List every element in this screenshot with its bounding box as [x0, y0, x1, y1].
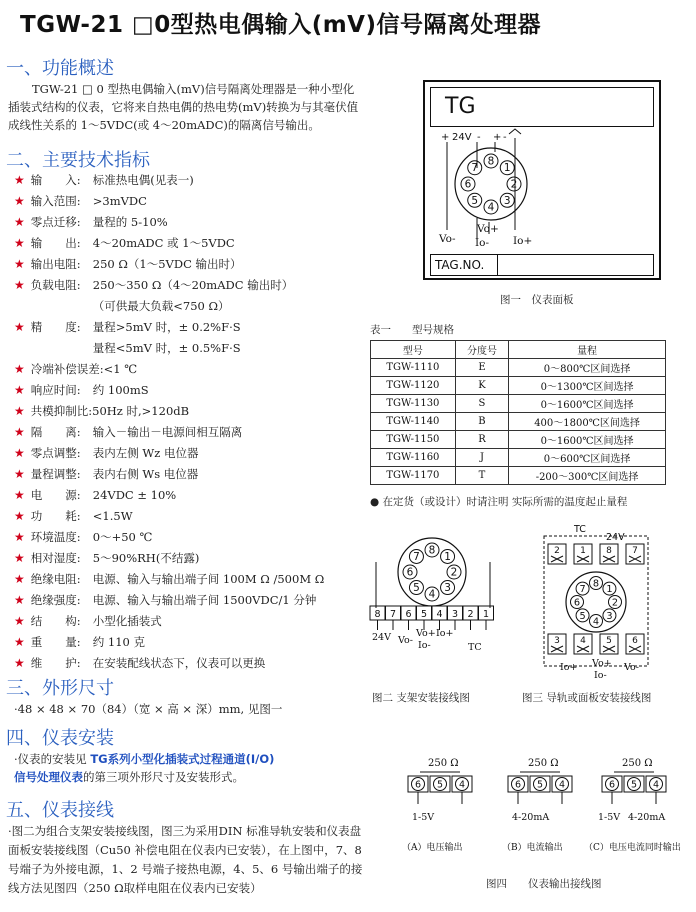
- table-row: [371, 449, 666, 467]
- pin-label: 6: [464, 178, 472, 191]
- fig3-tc: TC: [574, 524, 586, 535]
- spec-value: <1 ℃: [103, 362, 138, 376]
- terminal-label: 5: [536, 779, 544, 791]
- spec-row: [14, 193, 364, 214]
- spec-row: [14, 550, 364, 571]
- spec-row: [14, 382, 364, 403]
- table-row: [371, 359, 666, 377]
- table-cell: 0～800℃区间选择: [509, 359, 666, 377]
- spec-value: >3mVDC: [92, 194, 147, 208]
- spec-label: 重 量:: [30, 635, 81, 649]
- table-cell: B: [455, 413, 508, 431]
- table-cell: -200～300℃区间选择: [509, 467, 666, 485]
- spec-list: [14, 172, 364, 676]
- fig2-vo-minus: Vo-: [398, 635, 413, 646]
- spec-label: 环境温度:: [30, 530, 81, 544]
- section-heading-function: 一、功能概述: [6, 58, 114, 79]
- fig4-leads: [518, 792, 562, 804]
- spec-row: [14, 592, 364, 613]
- terminal-label: 8: [606, 546, 612, 556]
- star-icon: ★: [14, 236, 25, 250]
- fig2-24v: 24V: [372, 632, 391, 643]
- fig2-terminal-strip: [370, 606, 494, 630]
- pin-label: 8: [487, 155, 495, 168]
- spec-label: 结 构:: [30, 614, 81, 628]
- spec-value: 5～90%RH(不结露): [92, 551, 200, 565]
- installation-text: [14, 750, 364, 786]
- terminal-label: 6: [414, 779, 422, 791]
- terminal-label: 5: [420, 609, 428, 620]
- terminal-label: 2: [554, 546, 560, 556]
- table-header: 型号: [371, 341, 456, 359]
- spec-row: [14, 235, 364, 256]
- terminal-label: 3: [554, 636, 560, 646]
- spec-label: 绝缘电阻:: [30, 572, 81, 586]
- spec-label: 负载电阻:: [30, 278, 81, 292]
- figure4-diagram: [398, 756, 688, 856]
- pin-label: 5: [579, 610, 586, 622]
- panel-plus-tc: +: [493, 132, 502, 143]
- fig4-svg: [398, 756, 688, 856]
- pin-label: 5: [471, 194, 479, 207]
- spec-row: [14, 445, 364, 466]
- pin-label: 8: [428, 544, 436, 557]
- spec-value: 250 Ω（1～5VDC 输出时）: [92, 257, 242, 271]
- table-cell: 0～1300℃区间选择: [509, 377, 666, 395]
- star-icon: ★: [14, 488, 25, 502]
- fig3-io-minus: Io-: [594, 670, 607, 681]
- spec-value: （可供最大负载<750 Ω）: [92, 299, 230, 313]
- spec-value: 0～+50 ℃: [92, 530, 153, 544]
- panel-io-minus: Io-: [475, 237, 490, 249]
- table-cell: J: [455, 449, 508, 467]
- pin-label: 3: [606, 610, 613, 622]
- spec-label: 相对湿度:: [30, 551, 81, 565]
- spec-label: 输出电阻:: [30, 257, 81, 271]
- fig3-socket-pins: [571, 577, 622, 628]
- star-icon: ★: [14, 551, 25, 565]
- installation-highlight-2: 信号处理仪表: [14, 770, 83, 784]
- panel-tag-box: [430, 254, 654, 276]
- terminal-label: 5: [436, 779, 444, 791]
- dimensions-text: ·48 × 48 × 70（84）（宽 × 高 × 深）mm, 见图一: [14, 702, 283, 716]
- star-icon: ★: [14, 194, 25, 208]
- table-cell: TGW-1110: [371, 359, 456, 377]
- star-icon: ★: [14, 509, 25, 523]
- terminal-label: 3: [451, 609, 459, 620]
- spec-value: 标准热电偶(见表一): [92, 173, 194, 187]
- fig3-vo-minus: Vo-: [624, 662, 639, 673]
- panel-vo-minus: Vo-: [439, 233, 456, 245]
- terminal-label: 8: [374, 609, 381, 620]
- pin-label: 1: [503, 162, 511, 175]
- terminal-label: 4: [436, 609, 443, 620]
- fig3-top-terminals: [548, 544, 644, 564]
- spec-value: 表内左侧 Wz 电位器: [92, 446, 199, 460]
- table-header-row: [371, 341, 666, 359]
- table-row: [371, 431, 666, 449]
- spec-value: 量程的 5-10%: [92, 215, 168, 229]
- panel-brand: TG: [445, 94, 476, 119]
- section-heading-installation: 四、仪表安装: [6, 728, 114, 749]
- spec-value: 250～350 Ω（4～20mADC 输出时）: [92, 278, 294, 292]
- section-heading-dimensions: 三、外形尺寸: [6, 678, 114, 699]
- pin-label: 4: [592, 616, 600, 628]
- pin-label: 7: [579, 584, 586, 596]
- table-row: [371, 395, 666, 413]
- socket-pins: [461, 154, 521, 214]
- pin-label: 7: [471, 162, 479, 175]
- spec-row: [14, 340, 364, 361]
- table-cell: T: [455, 467, 508, 485]
- star-icon: ★: [14, 173, 25, 187]
- panel-tag-label: TAG.NO.: [435, 258, 485, 272]
- fig3-bottom-terminals: [548, 634, 644, 654]
- table-cell: S: [455, 395, 508, 413]
- table-cell: TGW-1170: [371, 467, 456, 485]
- panel-minus-24v: -: [477, 132, 481, 143]
- fig2-io-plus: Io+: [436, 628, 454, 639]
- table-cell: 0～1600℃区间选择: [509, 431, 666, 449]
- spec-row: [14, 634, 364, 655]
- panel-io-plus: Io+: [513, 235, 533, 247]
- star-icon: ★: [14, 614, 25, 628]
- spec-label: 响应时间:: [30, 383, 81, 397]
- star-icon: ★: [14, 593, 25, 607]
- spec-label: 维 护:: [30, 656, 81, 670]
- spec-row: [14, 466, 364, 487]
- fig3-io-plus: Io+: [560, 662, 578, 673]
- table-cell: TGW-1120: [371, 377, 456, 395]
- spec-label: 输 出:: [30, 236, 81, 250]
- fig4-resistor-label: 250 Ω: [528, 758, 559, 769]
- terminal-label: 6: [608, 779, 616, 791]
- table-cell: 0～600℃区间选择: [509, 449, 666, 467]
- panel-plus-24v: +: [441, 132, 450, 143]
- terminal-label: 4: [580, 636, 586, 646]
- panel-brand-box: [430, 87, 654, 127]
- star-icon: ★: [14, 362, 25, 376]
- star-icon: ★: [14, 446, 25, 460]
- spec-label: 功 耗:: [30, 509, 81, 523]
- star-icon: ★: [14, 257, 25, 271]
- fig4-option-label: （C）电压电流同时输出: [584, 843, 681, 853]
- panel-vo-plus: Vo+: [477, 223, 499, 235]
- spec-row: [14, 361, 364, 382]
- pin-label: 4: [428, 588, 436, 601]
- star-icon: ★: [14, 572, 25, 586]
- spec-row: [14, 571, 364, 592]
- table-cell: 0～1600℃区间选择: [509, 395, 666, 413]
- spec-label: 输 入:: [30, 173, 81, 187]
- fig4-range: 4-20mA: [512, 812, 550, 823]
- pin-label: 4: [487, 201, 495, 214]
- panel-24v-label: 24V: [452, 132, 472, 143]
- pin-label: 5: [413, 582, 420, 595]
- spec-row: [14, 529, 364, 550]
- spec-label: 输入范围:: [30, 194, 81, 208]
- table-cell: TGW-1150: [371, 431, 456, 449]
- star-icon: ★: [14, 278, 25, 292]
- star-icon: ★: [14, 320, 25, 334]
- spec-value: 输入－输出－电源间相互隔离: [92, 425, 243, 439]
- star-icon: ★: [14, 215, 25, 229]
- spec-label: 共模抑制比:: [30, 404, 93, 418]
- table-row: [371, 467, 666, 485]
- table-cell: K: [455, 377, 508, 395]
- spec-value: <1.5W: [92, 509, 133, 523]
- fig3-24v: 24V: [606, 532, 625, 543]
- pin-label: 2: [510, 178, 518, 191]
- figure1-panel: [423, 80, 661, 280]
- table-cell: TGW-1130: [371, 395, 456, 413]
- terminal-label: 1: [580, 546, 586, 556]
- fig4-range: 1-5V: [412, 812, 435, 823]
- model-table: [370, 340, 666, 485]
- table-header: 量程: [509, 341, 666, 359]
- pin-label: 2: [450, 566, 458, 579]
- spec-row: [14, 655, 364, 676]
- fig2-tc: TC: [468, 642, 482, 653]
- spec-row: [14, 424, 364, 445]
- table-header: 分度号: [455, 341, 508, 359]
- section-heading-specs: 二、主要技术指标: [6, 150, 150, 171]
- pin-label: 6: [406, 566, 414, 579]
- table-cell: R: [455, 431, 508, 449]
- table-cell: 400～1800℃区间选择: [509, 413, 666, 431]
- table1-caption: 表一 型号规格: [370, 324, 454, 336]
- fig4-resistor-label: 250 Ω: [622, 758, 653, 769]
- spec-label: 量程调整:: [30, 467, 81, 481]
- terminal-label: 6: [514, 779, 522, 791]
- table-note: ● 在定货（或设计）时请注明 实际所需的温度起止量程: [370, 496, 628, 508]
- figure3-diagram: [520, 522, 670, 682]
- spec-value: 24VDC ± 10%: [92, 488, 177, 502]
- fig4-option-label: （B）电流输出: [502, 843, 563, 853]
- figure2-caption: 图二 支架安装接线图: [372, 692, 470, 704]
- spec-value: 表内右侧 Ws 电位器: [92, 467, 199, 481]
- fig4-option-label: （A）电压输出: [402, 843, 463, 853]
- spec-value: 电源、输入与输出端子间 100M Ω /500M Ω: [92, 572, 325, 586]
- terminal-label: 7: [632, 546, 638, 556]
- spec-row: [14, 214, 364, 235]
- spec-row: [14, 613, 364, 634]
- pin-label: 8: [592, 578, 600, 590]
- installation-post: 的第三项外形尺寸及安装形式。: [83, 770, 244, 784]
- fig4-leads: [418, 792, 462, 804]
- spec-row: [14, 487, 364, 508]
- spec-value: 电源、输入与输出端子间 1500VDC/1 分钟: [92, 593, 317, 607]
- spec-label: 零点迁移:: [30, 215, 81, 229]
- fig4-range: 4-20mA: [628, 812, 666, 823]
- function-description: TGW-21 □ 0 型热电偶输入(mV)信号隔离处理器是一种小型化插装式结构的仪表，它将来自热电偶的热电势(mV)转换为与其毫伏值成线性关系的 1～5VDC(或 4～20mADC)的隔离信号输出。: [8, 82, 359, 132]
- tag-divider: [497, 255, 498, 275]
- terminal-label: 2: [467, 609, 474, 620]
- spec-label: 隔 离:: [30, 425, 81, 439]
- spec-label: 零点调整:: [30, 446, 81, 460]
- installation-pre: ·仪表的安装见: [14, 752, 91, 766]
- spec-row: [14, 319, 364, 340]
- spec-label: 电 源:: [30, 488, 81, 502]
- pin-label: 6: [573, 597, 581, 609]
- terminal-label: 7: [389, 609, 397, 620]
- section-heading-wiring: 五、仪表接线: [6, 800, 114, 821]
- table-row: [371, 377, 666, 395]
- pin-label: 2: [611, 597, 619, 609]
- spec-label: 冷端补偿误差:: [30, 362, 104, 376]
- pin-label: 3: [503, 194, 511, 207]
- star-icon: ★: [14, 635, 25, 649]
- star-icon: ★: [14, 425, 25, 439]
- fig4-range: 1-5V: [598, 812, 621, 823]
- table-cell: E: [455, 359, 508, 377]
- terminal-label: 6: [632, 636, 638, 646]
- star-icon: ★: [14, 656, 25, 670]
- fig4-leads: [612, 792, 656, 804]
- thermocouple-symbol: [509, 129, 521, 134]
- spec-value: 50Hz 时,>120dB: [92, 404, 190, 418]
- pin-label: 7: [413, 550, 420, 563]
- fig2-io-minus: Io-: [418, 640, 431, 651]
- spec-row: [14, 508, 364, 529]
- spec-row: [14, 298, 364, 319]
- spec-value: 在安装配线状态下，仪表可以更换: [92, 656, 266, 670]
- spec-row: [14, 256, 364, 277]
- pin-label: 3: [444, 582, 451, 595]
- fig4-resistor-label: 250 Ω: [428, 758, 459, 769]
- table-row: [371, 413, 666, 431]
- spec-label: 绝缘强度:: [30, 593, 81, 607]
- spec-value: 约 110 克: [92, 635, 146, 649]
- star-icon: ★: [14, 530, 25, 544]
- spec-value: 量程>5mV 时，± 0.2%F·S: [92, 320, 241, 334]
- spec-row: [14, 403, 364, 424]
- figure1-caption: 图一 仪表面板: [500, 294, 574, 306]
- star-icon: ★: [14, 404, 25, 418]
- terminal-label: 6: [405, 609, 412, 620]
- spec-value: 小型化插装式: [92, 614, 162, 628]
- spec-value: 4～20mADC 或 1～5VDC: [92, 236, 235, 250]
- figure3-caption: 图三 导轨或面板安装接线图: [522, 692, 652, 704]
- wiring-text: ·图二为组合支架安装接线图，图三为采用DIN 标准导轨安装和仪表盘面板安装接线图（Cu50 补偿电阻在仪表内已安装），在上图中，7、8 号端子为外接电源，1、2 号端子接热电源，4、5、6 号输出端子的接线方法见图四（250 Ω取样电阻在仪表内已安装）: [8, 824, 363, 895]
- installation-highlight-1: TG系列小型化插装式过程通道(I/O): [90, 752, 275, 766]
- terminal-label: 4: [558, 779, 566, 791]
- fig3-vo-plus: Vo+: [592, 658, 612, 669]
- terminal-label: 5: [630, 779, 638, 791]
- terminal-label: 5: [606, 636, 612, 646]
- terminal-label: 1: [482, 609, 490, 620]
- spec-row: [14, 277, 364, 298]
- fig2-vo-plus: Vo+: [416, 628, 436, 639]
- fig2-socket-pins: [403, 543, 461, 601]
- pin-label: 1: [444, 550, 451, 563]
- star-icon: ★: [14, 383, 25, 397]
- figure4-caption: 图四 仪表输出接线图: [486, 878, 602, 890]
- table-cell: TGW-1160: [371, 449, 456, 467]
- page-title: TGW-21 □0型热电偶输入(mV)信号隔离处理器: [20, 12, 541, 38]
- spec-value: 约 100mS: [92, 383, 149, 397]
- pin-label: 1: [606, 584, 613, 596]
- star-icon: ★: [14, 467, 25, 481]
- figure2-diagram: [366, 522, 500, 662]
- terminal-label: 4: [652, 779, 660, 791]
- spec-label: 精 度:: [30, 320, 81, 334]
- spec-value: 量程<5mV 时，± 0.5%F·S: [92, 341, 241, 355]
- panel-minus-tc: -: [503, 132, 507, 143]
- table-cell: TGW-1140: [371, 413, 456, 431]
- spec-row: [14, 172, 364, 193]
- panel-wiring-diagram: [425, 128, 659, 252]
- terminal-label: 4: [458, 779, 466, 791]
